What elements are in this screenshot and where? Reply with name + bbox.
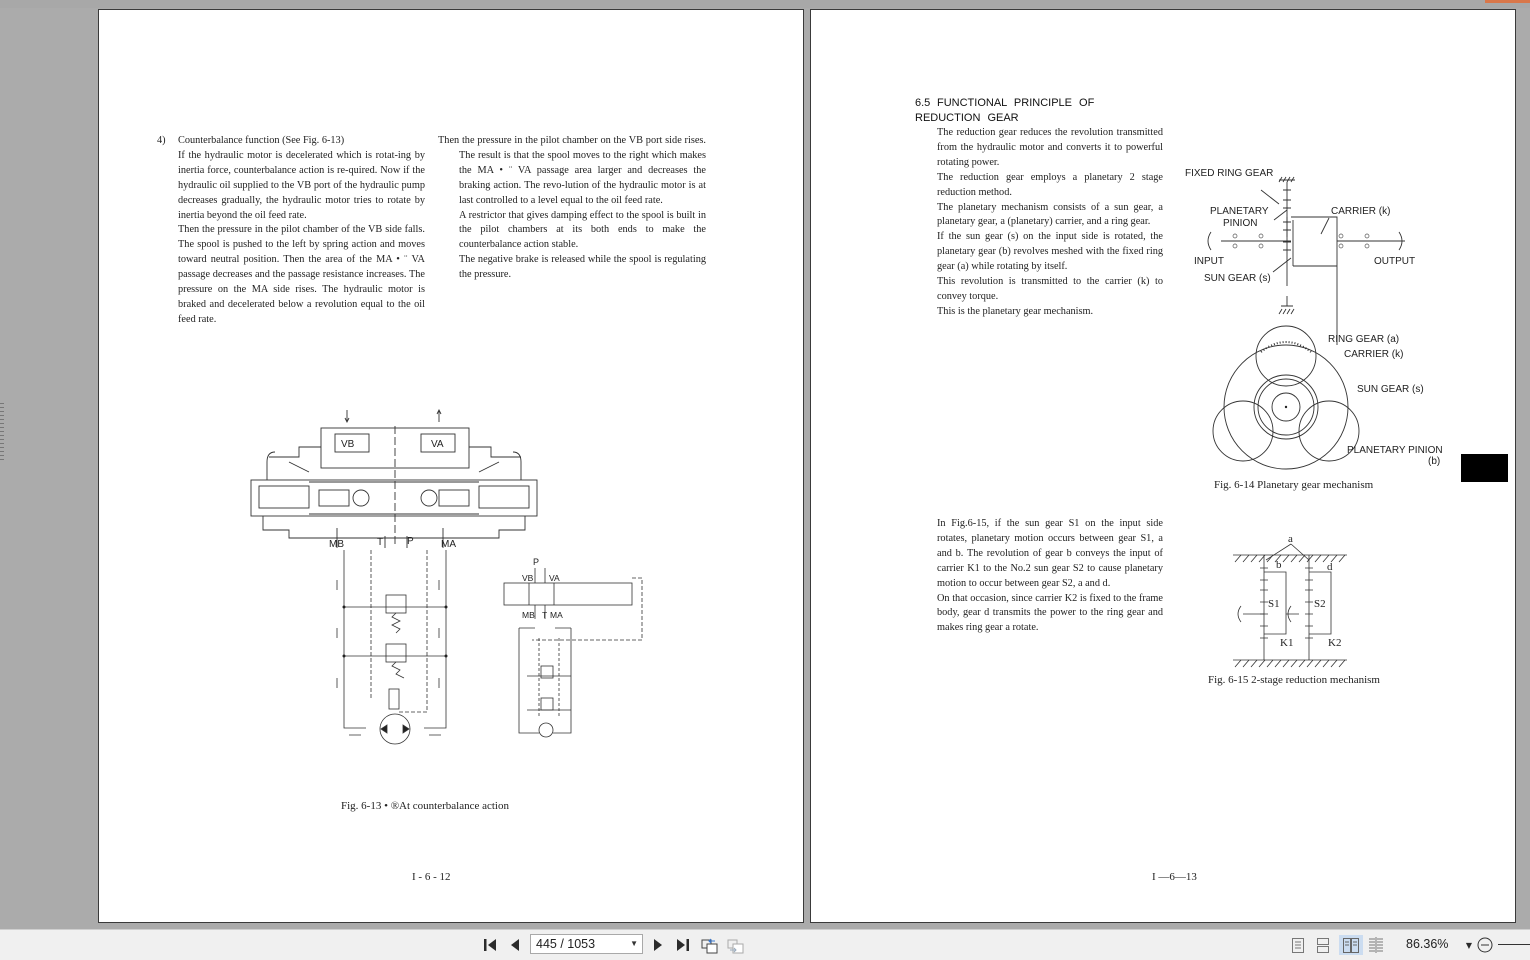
next-view-icon xyxy=(727,937,744,954)
chapter-tab-marker xyxy=(1461,454,1508,482)
p-label: P xyxy=(407,536,414,547)
paragraph: On that occasion, since carrier K2 is fixed to the frame body, gear d transmits the power to the ring gear and makes ring gear a rotate. xyxy=(937,592,1163,634)
planetary-gear-drawing xyxy=(1221,340,1351,470)
pinion-label: PINION xyxy=(1223,218,1258,229)
t-label: T xyxy=(377,537,384,548)
single-page-view-button[interactable] xyxy=(1290,935,1306,955)
fig15-label-s1: S1 xyxy=(1268,598,1280,610)
column-two-text xyxy=(438,134,706,283)
previous-view-button[interactable] xyxy=(700,935,718,955)
fig-6-15-caption: Fig. 6-15 2-stage reduction mechanism xyxy=(1208,674,1380,686)
vertical-scrollbar[interactable] xyxy=(1516,9,1530,923)
carrier-k-label: CARRIER (k) xyxy=(1344,349,1404,360)
next-view-button[interactable] xyxy=(726,935,744,955)
output-label: OUTPUT xyxy=(1374,256,1416,267)
schematic-va-label: VA xyxy=(549,573,560,583)
fig15-label-k2: K2 xyxy=(1328,637,1342,649)
input-label: INPUT xyxy=(1194,256,1224,267)
continuous-view-icon xyxy=(1317,938,1329,953)
zoom-level[interactable]: 86.36% xyxy=(1406,937,1449,951)
schematic-p-label: P xyxy=(533,557,540,567)
zoom-dropdown-icon: ▼ xyxy=(1465,940,1473,950)
viewer-top-edge xyxy=(0,0,1530,8)
next-page-icon xyxy=(653,938,663,952)
section-title-line xyxy=(157,134,425,149)
page-number-input[interactable] xyxy=(530,934,643,954)
previous-page-button[interactable] xyxy=(508,935,522,955)
paragraph: If the sun gear (s) on the input side is rotated, the planetary gear (b) revolves meshed with the fixed ring gear (a) while rotating by itself. xyxy=(937,231,1163,273)
paragraph: The reduction gear employs a planetary 2 stage reduction method. xyxy=(937,171,1163,198)
heading-text: FUNCTIONAL PRINCIPLE OF REDUCTION GEAR xyxy=(915,97,1095,124)
previous-view-icon xyxy=(701,937,718,954)
two-page-continuous-view-button[interactable] xyxy=(1367,935,1385,955)
page-number: I —6—13 xyxy=(1152,871,1197,883)
hydraulic-circuit-diagram xyxy=(329,550,469,745)
first-page-icon xyxy=(483,938,497,952)
counterbalance-valve-drawing xyxy=(249,402,539,552)
chevron-down-icon[interactable]: ▼ xyxy=(630,939,638,948)
fig15-label-d: d xyxy=(1327,561,1333,573)
schematic-mb-label: MB xyxy=(522,610,535,620)
paragraph: This revolution is transmitted to the carrier (k) to convey torque. xyxy=(937,276,1163,302)
paragraph: In Fig.6-15, if the sun gear S1 on the input side rotates, planetary motion occurs between gear S1, a and b. The revolution of gear b conveys the input of carrier K1 to the No.2 sun gear S2 to cause planetary motion to occur between gear S2, a and d. xyxy=(937,518,1163,589)
planetary-pinion-b-label: (b) xyxy=(1428,456,1441,467)
two-stage-text xyxy=(937,517,1163,636)
accent-strip xyxy=(1485,0,1530,3)
va-label: VA xyxy=(431,439,444,450)
zoom-out-button[interactable] xyxy=(1476,935,1494,955)
paragraph: If the hydraulic motor is decelerated which is rotat-ing by inertia force, counterbalance action is re-quired. Now if the hydraulic oil supplied to the VB port of the hydraulic pump decreases gradually, the hydraulic motor tries to rotate by inertia beyond the oil feed rate. xyxy=(178,149,425,221)
continuous-view-button[interactable] xyxy=(1315,935,1331,955)
first-page-button[interactable] xyxy=(482,935,498,955)
previous-page-icon xyxy=(510,938,520,952)
paragraph: This is the planetary gear mechanism. xyxy=(937,305,1094,317)
heading-number: 6.5 xyxy=(915,97,931,109)
planetary-schematic-diagram xyxy=(1201,170,1411,320)
sun-gear-label: SUN GEAR (s) xyxy=(1204,273,1271,284)
zoom-slider[interactable] xyxy=(1498,944,1530,945)
schematic-ma-label: MA xyxy=(550,610,563,620)
next-page-button[interactable] xyxy=(651,935,665,955)
section-title: Counterbalance function (See Fig. 6-13) xyxy=(178,135,345,146)
fig15-label-s2: S2 xyxy=(1314,598,1326,610)
section-heading xyxy=(915,96,1165,126)
page-number-value: 445 / 1053 xyxy=(536,937,596,951)
paragraph: Then the pressure in the pilot chamber of the VB side falls. The spool is pushed to the left by spring action and moves toward neutral position. Then the area of the MA • ¨ VA passage decreases and the passage resistance increases. The pressure on the MA side rises. The hydraulic motor is braked and decelerated below a revolution equal to the oil feed rate. xyxy=(178,224,425,325)
paragraph: A restrictor that gives damping effect to the spool is built in the pilot chambers at its both ends to make the counterbalance action stable. xyxy=(459,209,706,251)
paragraph: The negative brake is released while the spool is regulating the pressure. xyxy=(459,254,706,281)
two-page-view-button[interactable] xyxy=(1339,935,1363,955)
figure-caption: Fig. 6-13 • ®At counterbalance action xyxy=(341,800,509,812)
valve-schematic-symbol xyxy=(499,558,649,743)
left-resize-handle[interactable] xyxy=(0,400,4,460)
schematic-t-label: T xyxy=(542,610,548,620)
sun-gear-s-label: SUN GEAR (s) xyxy=(1357,384,1424,395)
single-page-view-icon xyxy=(1292,938,1304,953)
two-page-continuous-view-icon xyxy=(1368,937,1384,953)
mb-label: MB xyxy=(329,539,344,550)
page-number: I - 6 - 12 xyxy=(412,871,451,883)
last-page-button[interactable] xyxy=(675,935,691,955)
planetary-pinion-label: PLANETARY PINION xyxy=(1347,445,1443,456)
fig15-label-a: a xyxy=(1288,533,1293,545)
document-page-left xyxy=(98,9,804,923)
fig15-label-b: b xyxy=(1276,559,1282,571)
paragraph: Then the pressure in the pilot chamber on the VB port side rises. The result is that the spool moves to the right which makes the MA • ¨ VA passage area larger and decreases the braking action. The revo-lution of the hydraulic motor is at last controlled to a level equal to the oil feed rate. xyxy=(438,135,706,206)
paragraph: The planetary mechanism consists of a sun gear, a planetary gear, a (planetary) carrier, and a ring gear. xyxy=(937,201,1163,228)
two-page-view-icon xyxy=(1343,938,1359,953)
vb-label: VB xyxy=(341,439,355,450)
reduction-gear-text xyxy=(937,126,1163,320)
ma-label: MA xyxy=(441,539,456,550)
zoom-out-icon xyxy=(1477,937,1493,953)
section-number: 4) xyxy=(157,135,166,146)
fig15-label-k1: K1 xyxy=(1280,637,1294,649)
ring-gear-label: RING GEAR (a) xyxy=(1328,334,1400,345)
carrier-label: CARRIER (k) xyxy=(1331,206,1391,217)
planetary-label: PLANETARY xyxy=(1210,206,1269,217)
fixed-ring-gear-label: FIXED RING GEAR xyxy=(1185,168,1274,179)
counterbalance-section xyxy=(157,134,425,328)
schematic-vb-label: VB xyxy=(522,573,534,583)
document-page-right xyxy=(810,9,1516,923)
zoom-dropdown-button[interactable] xyxy=(1464,935,1474,955)
fig-6-14-caption: Fig. 6-14 Planetary gear mechanism xyxy=(1214,479,1374,491)
viewer-toolbar xyxy=(0,929,1530,960)
paragraph: The reduction gear reduces the revolution transmitted from the hydraulic motor and converts it to powerful rotating power. xyxy=(937,127,1163,168)
last-page-icon xyxy=(676,938,690,952)
